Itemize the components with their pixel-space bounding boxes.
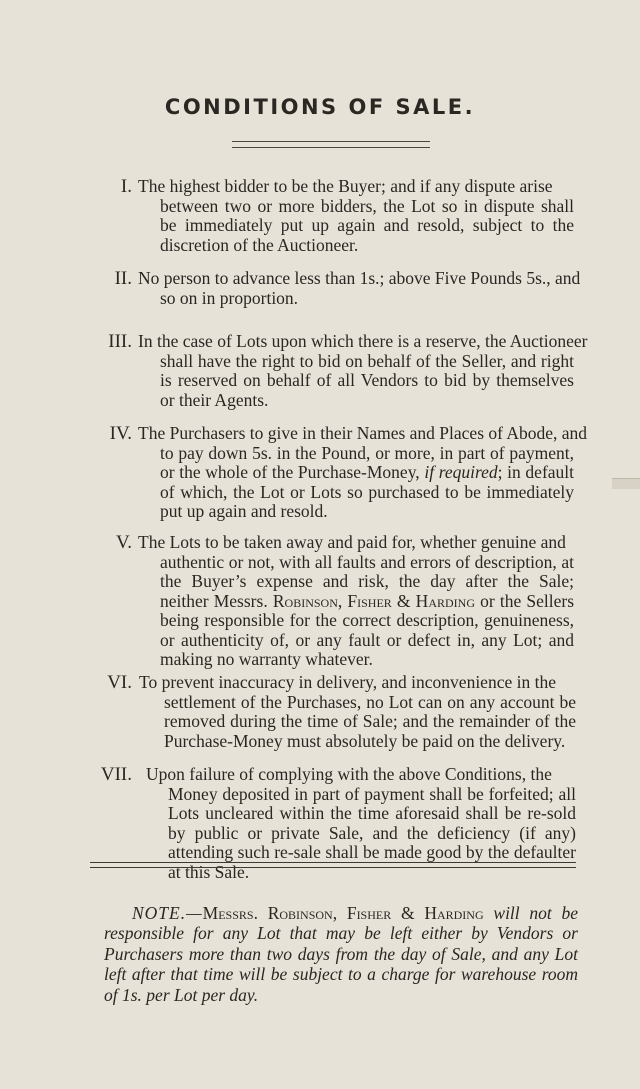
condition-text xyxy=(139,673,576,751)
condition-text xyxy=(138,423,588,522)
condition-body: shall have the right to bid on behalf of the Seller, and right is reserved on behalf of all Vendors to bid by themselves or their Agents. xyxy=(160,350,574,410)
condition-first-line: No person to advance less than 1s.; above Five Pounds 5s., and xyxy=(138,268,581,288)
condition-number: VI. xyxy=(107,672,132,693)
condition-body-part: authentic or not, with all faults and errors of description, at the Buyer’s expense and risk, the day after the Sale; neither Messrs. xyxy=(160,551,574,611)
condition-text xyxy=(138,533,574,670)
title-rule xyxy=(232,141,430,148)
section-divider xyxy=(90,862,576,868)
condition-text xyxy=(138,268,581,308)
condition-body xyxy=(160,553,574,670)
firm-name: Robinson, Fisher & Harding xyxy=(272,590,475,611)
firm-name: Messrs. Robinson, Fisher & Harding xyxy=(202,902,484,923)
condition-body-part: ; in default of which, the Lot or Lots so purchased to be immediately put up again and resold. xyxy=(160,462,575,521)
condition-first-line: The highest bidder to be the Buyer; and if any dispute arise xyxy=(138,176,553,196)
condition-text xyxy=(138,177,574,255)
note-paragraph xyxy=(104,903,578,1006)
condition-body: Money deposited in part of payment shall be forfeited; all Lots uncleared within the time aforesaid shall be re-sold by public or private Sale, and the deficiency (if any) attending such re-sale shall be made good by the defaulter at this Sale. xyxy=(168,783,576,882)
condition-number: V. xyxy=(115,532,132,553)
condition-body xyxy=(160,444,574,522)
paper-edge-mark xyxy=(612,478,640,489)
condition-first-line: Upon failure of complying with the above Conditions, the xyxy=(146,764,552,784)
condition-body-part: or the Sellers being responsible for the correct description, genuineness, or authenticity of, or any fault or defect in, any Lot; and making no warranty whatever. xyxy=(160,590,575,669)
condition-first-line: To prevent inaccuracy in delivery, and inconvenience in the xyxy=(139,672,556,692)
condition-number: IV. xyxy=(109,423,132,444)
note-heading: NOTE.— xyxy=(132,902,203,923)
condition-number: I. xyxy=(120,176,132,197)
condition-body: settlement of the Purchases, no Lot can on any account be removed during the time of Sale; and the remainder of the Purchase-Money must absolutely be paid on the delivery. xyxy=(164,691,576,751)
condition-number: III. xyxy=(108,331,132,352)
note-body: will not be responsible for any Lot that may be left either by Vendors or Purchasers more than two days from the day of Sale, and any Lot left after that time will be subject to a charge for warehouse room of 1s. per Lot per day. xyxy=(104,902,579,1005)
condition-number: II. xyxy=(114,268,132,289)
condition-body-part: to pay down 5s. in the Pound, or more, in part of payment, or the whole of the Purchase-Money, xyxy=(160,442,574,482)
condition-body: so on in proportion. xyxy=(160,287,299,308)
condition-number: VII. xyxy=(100,764,132,785)
condition-italic-phrase: if required xyxy=(424,462,498,482)
condition-text xyxy=(138,331,588,410)
condition-body: between two or more bidders, the Lot so in dispute shall be immediately put up again and resold, subject to the discretion of the Auctioneer. xyxy=(160,195,574,255)
condition-first-line: The Lots to be taken away and paid for, whether genuine and xyxy=(138,532,566,552)
page-title: CONDITIONS OF SALE. xyxy=(164,95,476,119)
condition-first-line: In the case of Lots upon which there is a reserve, the Auctioneer xyxy=(138,331,588,351)
condition-first-line: The Purchasers to give in their Names and Places of Abode, and xyxy=(138,423,588,443)
